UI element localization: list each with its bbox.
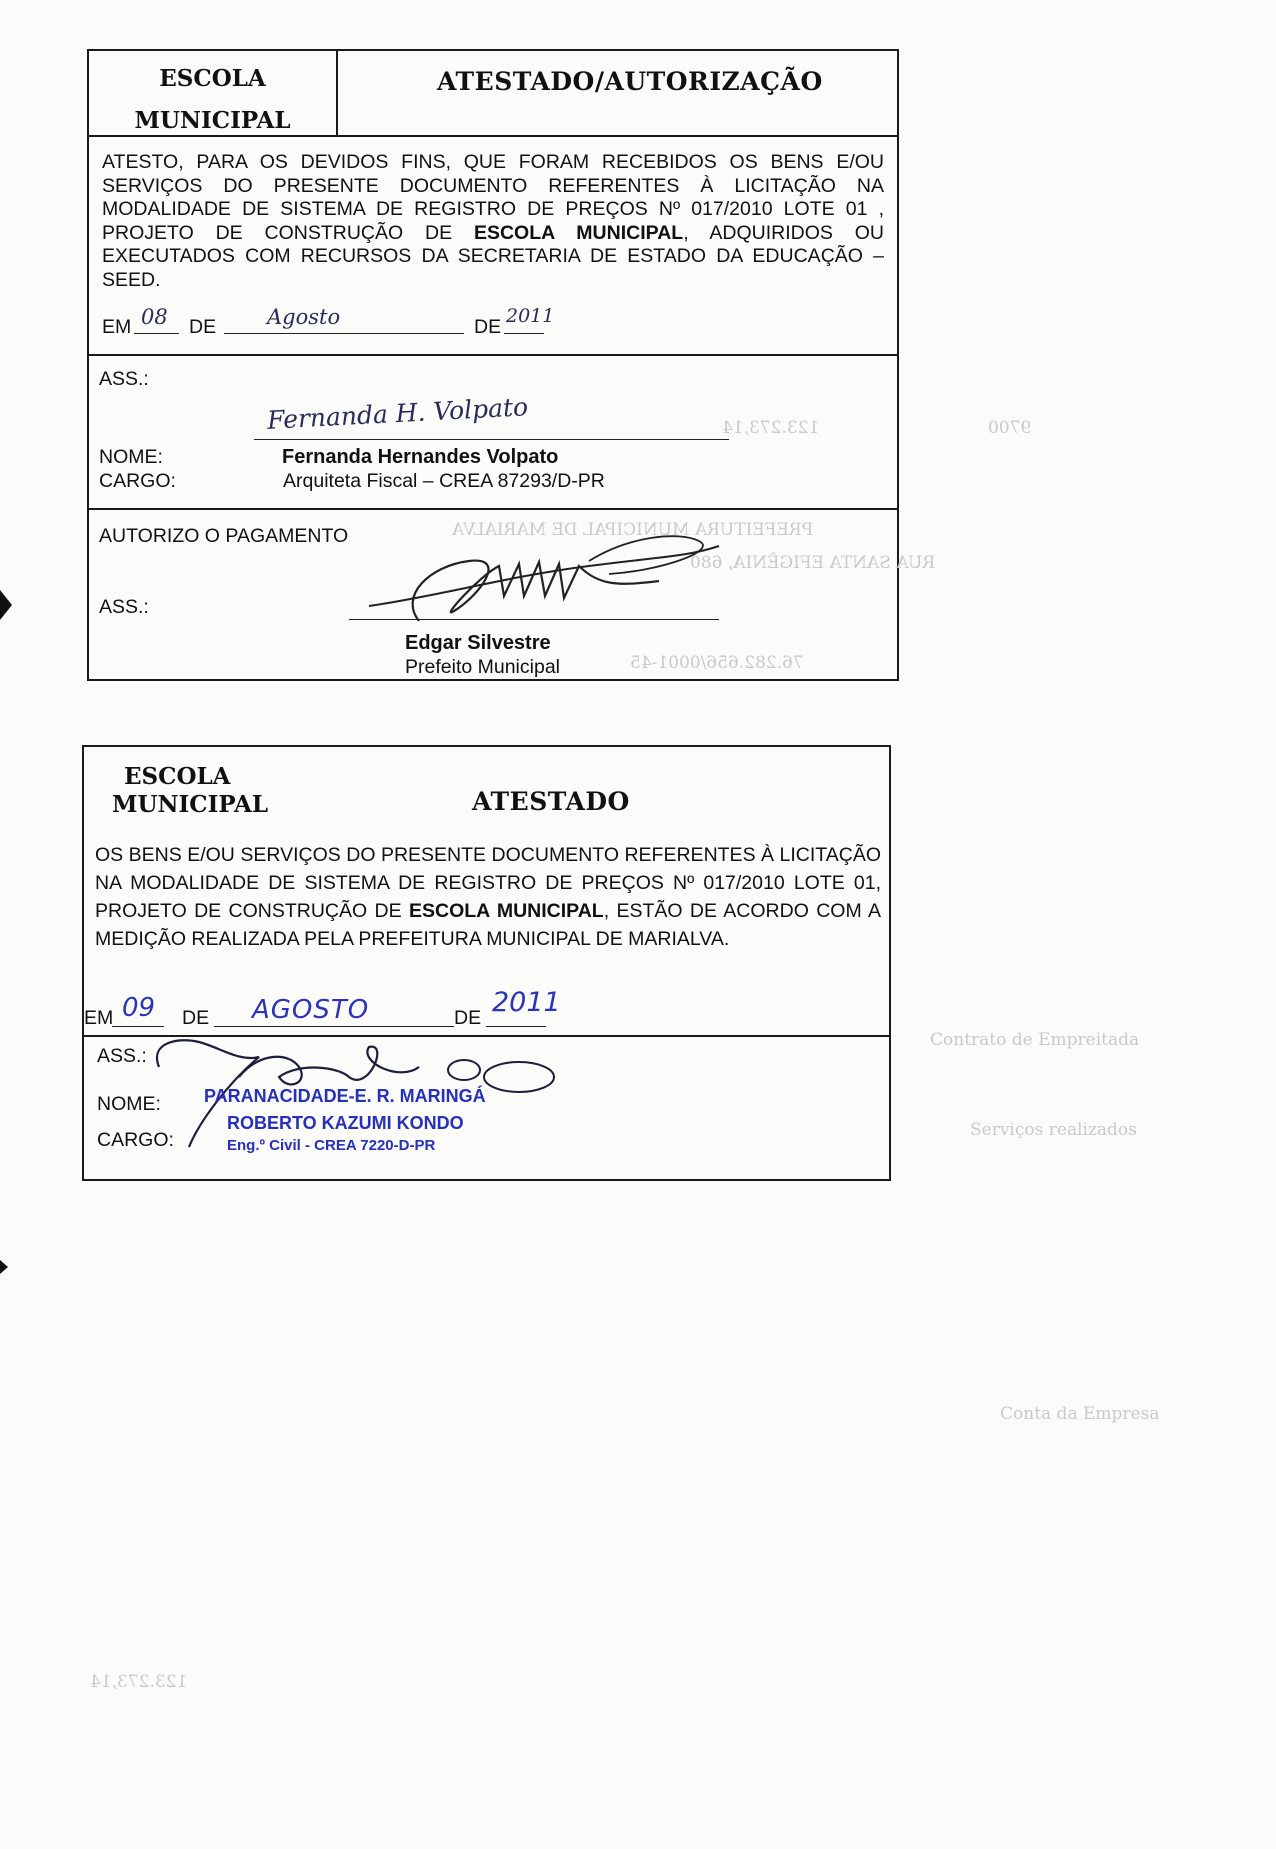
form2-nome-label: NOME: (97, 1093, 161, 1115)
form2-ass-label: ASS.: (97, 1045, 147, 1067)
form2-school-line1: ESCOLA (124, 763, 231, 790)
form2-title: ATESTADO (472, 787, 630, 816)
form2-cargo-label: CARGO: (97, 1129, 174, 1151)
form1-signature: Fernanda H. Volpato (266, 392, 529, 435)
form2-body-part2: , ESTÃO DE ACORDO COM A MEDIÇÃO REALIZADA PELA PREFEITURA MUNICIPAL DE MARIALVA. (95, 900, 881, 950)
form1-mayor-name: Edgar Silvestre (405, 632, 551, 654)
bleed-text-6: Contrato de Empreitada (930, 1030, 1140, 1050)
form1-body-part2: , ADQUIRIDOS OU EXECUTADOS COM RECURSOS DA SECRETARIA DE ESTADO DA EDUCAÇÃO – SEED. (102, 221, 884, 291)
form1-autorizo-label: AUTORIZO O PAGAMENTO (99, 525, 349, 547)
form1-body-part1: ATESTO, PARA OS DEVIDOS FINS, QUE FORAM RECEBIDOS OS BENS E/OU SERVIÇOS DO PRESENTE DOCUMENTO REFERENTES À LICITAÇÃO NA MODALIDADE DE SISTEMA DE REGISTRO DE PREÇOS Nº 017/2010 LOTE 01 , PROJETO DE CONSTRUÇÃO DE (102, 151, 884, 244)
form2-de-label: DE (182, 1007, 210, 1029)
binding-mark-icon (0, 1260, 10, 1274)
form1-signature-line (254, 439, 729, 440)
form1-title: ATESTADO/AUTORIZAÇÃO (437, 67, 823, 96)
bleed-text-7: Serviços realizados (970, 1120, 1137, 1140)
form1-ass-label: ASS.: (99, 368, 149, 390)
form1-cargo-value: Arquiteta Fiscal – CREA 87293/D-PR (283, 470, 605, 492)
form1-em-label: EM (102, 316, 132, 338)
form2-body-part1: OS BENS E/OU SERVIÇOS DO PRESENTE DOCUMENTO REFERENTES À LICITAÇÃO NA MODALIDADE DE SISTEMA DE REGISTRO DE PREÇOS Nº 017/2010 LOTE 01, PROJETO DE CONSTRUÇÃO DE (95, 844, 881, 922)
form1-month-line (224, 309, 464, 334)
stamp-name: ROBERTO KAZUMI KONDO (227, 1113, 464, 1133)
form1-body-bold: ESCOLA MUNICIPAL (473, 221, 684, 244)
bleed-text-1: 9700 (988, 418, 1032, 438)
bleed-text-4: RUA SANTA EFIGÊNIA, 680 (690, 553, 936, 573)
form1-title-cell (338, 51, 897, 137)
bleed-text-2: 123.273,14 (722, 418, 820, 438)
form1-nome-label: NOME: (99, 446, 163, 468)
form2-em-label: EM (84, 1007, 114, 1029)
form1-month: Agosto (267, 305, 341, 329)
form2-month: AGOSTO (252, 995, 370, 1025)
form1-day: 08 (141, 305, 168, 329)
bleed-text-8: Conta da Empresa (1000, 1404, 1160, 1424)
bleed-text-9: 123.273,14 (90, 1672, 188, 1692)
form2-body-bold: ESCOLA MUNICIPAL (408, 900, 604, 922)
atestado-autorizacao-form (87, 49, 899, 681)
form1-school-line2: MUNICIPAL (134, 107, 291, 134)
bleed-text-3: PREFEITURA MUNICIPAL DE MARIALVA (452, 520, 814, 540)
binding-mark-icon (0, 590, 14, 620)
stamp-role: Eng.º Civil - CREA 7220-D-PR (227, 1137, 436, 1154)
form1-school-line1: ESCOLA (159, 65, 266, 92)
bleed-text-5: 76.282.656/0001-45 (630, 653, 804, 673)
stamp-organization: PARANACIDADE-E. R. MARINGÁ (204, 1086, 486, 1106)
atestado-form (82, 745, 891, 1181)
form2-de2-label: DE (454, 1007, 482, 1029)
form1-body-text (102, 151, 884, 292)
form1-cargo-label: CARGO: (99, 470, 176, 492)
form1-ass2-label: ASS.: (99, 596, 149, 618)
form1-divider-2 (89, 508, 897, 510)
form2-school-line2: MUNICIPAL (112, 791, 269, 818)
form2-year: 2011 (492, 987, 561, 1018)
form1-divider-1 (89, 354, 897, 356)
form1-de2-label: DE (474, 316, 502, 338)
form1-de-label: DE (189, 316, 217, 338)
form2-day: 09 (122, 993, 156, 1023)
form1-school-cell (89, 51, 338, 137)
form1-nome-value: Fernanda Hernandes Volpato (282, 446, 559, 468)
form2-body-text (95, 841, 881, 953)
form1-mayor-title: Prefeito Municipal (405, 656, 560, 678)
mayor-signature-scribble (359, 526, 729, 636)
form1-year: 2011 (506, 305, 555, 327)
